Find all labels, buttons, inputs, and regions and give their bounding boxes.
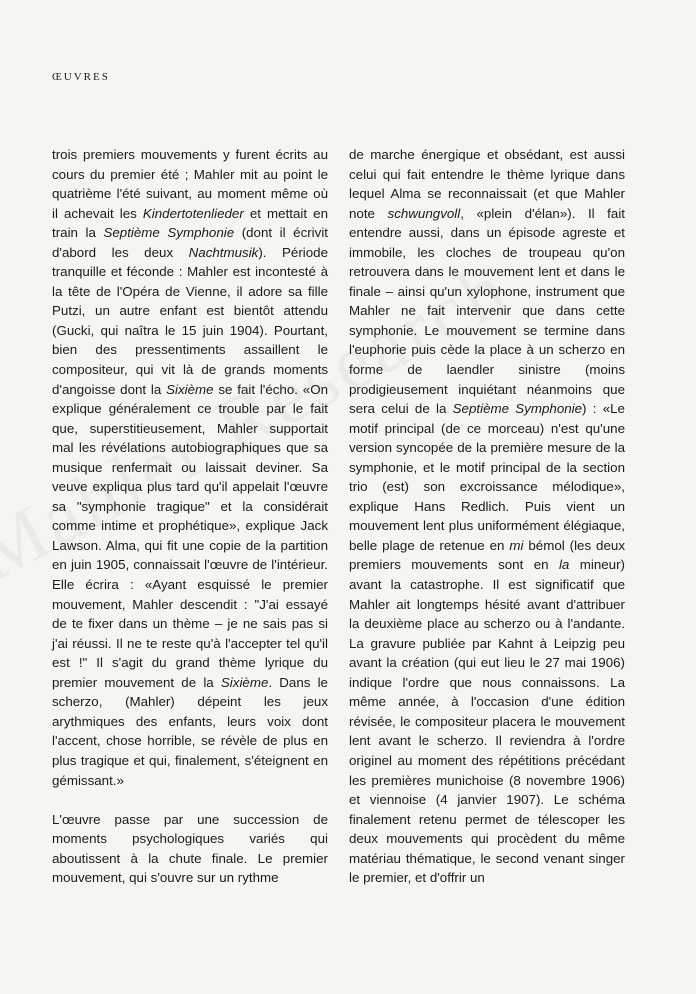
italic-text: Nachtmusik (188, 244, 259, 260)
italic-text: Septième Symphonie (103, 225, 235, 241)
italic-text: mi (509, 537, 524, 553)
right-column (349, 145, 625, 888)
italic-text: Sixième (220, 674, 269, 690)
running-head: ŒUVRES (52, 71, 110, 83)
italic-text: Kindertotenlieder (142, 205, 244, 221)
italic-text: Sixième (166, 381, 214, 397)
paragraph: L'œuvre passe par une succession de moments psychologiques variés qui aboutissent à la chute finale. Le premier mouvement, qui s'ouvre sur un rythme (52, 811, 328, 886)
paragraph: trois premiers mouvements y furent écrits au cours du premier été ; Mahler mit au point le quatrième l'été suivant, au moment même où il achevait les Kindertotenlieder et mettait en train la Septième Symphonie (dont il écrivit d'abord les deux Nachtmusik). Période tranquille et féconde : Mahler est incontesté à la tête de l'Opéra de Vienne, il adore sa fille Putzi, un autre enfant est bientôt attendu (Gucki, qui naîtra le 15 juin 1904). Pourtant, bien des pressentiments assaillent le compositeur, qui vit là de grands moments d'angoisse dont la Sixième se fait l'écho. «On explique généralement ce trouble par le fait que, superstitieusement, Mahler supportait mal les révélations autobiographiques que sa musique renfermait ou laissait deviner. Sa veuve expliqua plus tard qu'il appelait l'œuvre sa "symphonie tragique" et la considérait comme intime et prophétique», explique Jack Lawson. Alma, qui fit une copie de la partition en juin 1905, connaissait l'œuvre de l'intérieur. Elle écrira : «Ayant esquissé le premier mouvement, Mahler descendit : "J'ai essayé de te fixer dans un thème – je ne sais pas si j'ai réussi. Il ne te reste qu'à l'accepter tel qu'il est !" Il s'agit du grand thème lyrique du premier mouvement de la Sixième. Dans le scherzo, (Mahler) dépeint les jeux arythmiques des enfants, leurs voix dont l'accent, chose horrible, se révèle de plus en plus tragique et qui, finalement, s'éteignent en gémissant.» (52, 147, 328, 788)
italic-text: schwungvoll (387, 205, 461, 221)
italic-text: la (558, 557, 570, 573)
left-column (52, 145, 328, 888)
paragraph: de marche énergique et obsédant, est aussi celui qui fait entendre le thème lyrique dans lequel Alma se reconnaissait (et que Mahler note schwungvoll, «plein d'élan»). Il fait entendre aussi, dans un épisode agreste et immobile, les cloches de troupeau qu'on retrouvera dans le mouvement lent et dans le finale – ainsi qu'un xylophone, instrument que Mahler ne fait intervenir que dans cette symphonie. Le mouvement se termine dans l'euphorie puis cède la place à un scherzo en forme de laendler sinistre (moins prodigieusement inquiétant néanmoins que sera celui de la Septième Symphonie) : «Le motif principal (de ce morceau) n'est qu'une version syncopée de la première mesure de la symphonie, et le motif principal de la section trio (est) son excroissance mélodique», explique Hans Redlich. Puis vient un mouvement lent plus uniformément élégiaque, belle plage de retenue en mi bémol (les deux premiers mouvements sont en la mineur) avant la catastrophe. Il est significatif que Mahler ait longtemps hésité avant d'attribuer la deuxième place au scherzo ou à l'andante. La gravure publiée par Kahnt à Leipzig peu avant la création (qui eut lieu le 27 mai 1906) indique l'ordre que nous connaissons. La même année, à l'occasion d'une édition révisée, le compositeur placera le mouvement lent avant le scherzo. Il reviendra à l'ordre originel au moment des répétitions précédant les premières munichoise (8 novembre 1906) et viennoise (4 janvier 1907). Le schéma finalement retenu permet de télescoper les deux mouvements qui procèdent du même matériau thématique, le second venant singer le premier, et d'offrir un (349, 147, 625, 886)
italic-text: Septième Symphonie (452, 401, 583, 417)
